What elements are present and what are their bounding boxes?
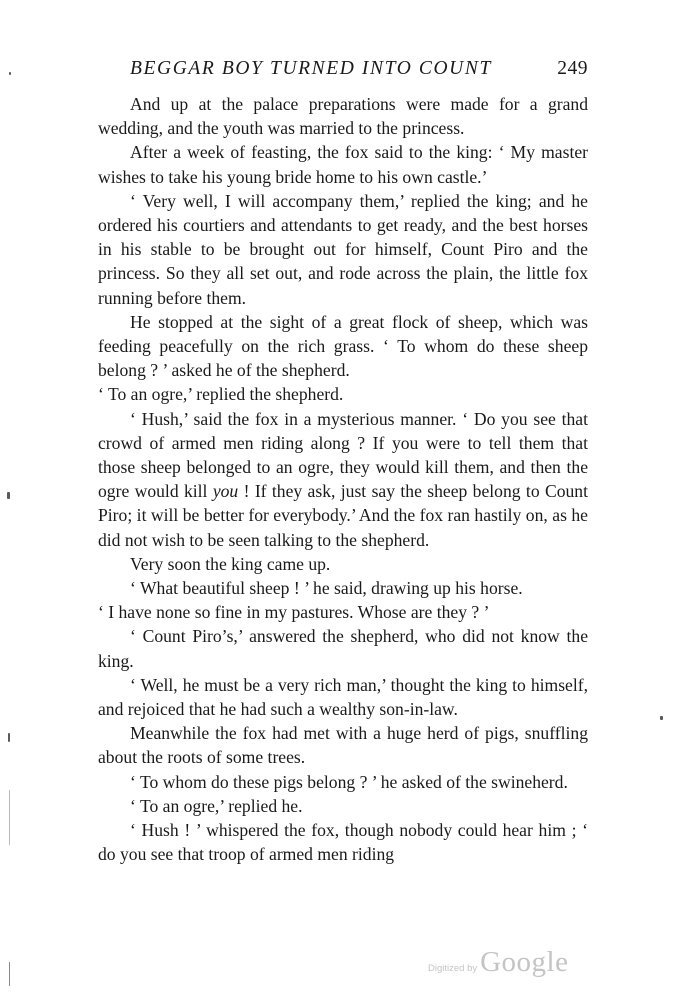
paragraph: After a week of feasting, the fox said to the king: ‘ My master wishes to take his young bride home to his own castle.’ (98, 142, 588, 187)
paragraph: He stopped at the sight of a great flock of sheep, which was feeding peacefully on the rich grass. ‘ To whom do these sheep belong ? ’ asked he of the shepherd. (98, 311, 588, 381)
paragraph: ‘ Count Piro’s,’ answered the shepherd, who did not know the king. (98, 626, 588, 671)
digitized-watermark (428, 946, 568, 979)
watermark-logo: Google (480, 946, 569, 978)
margin-speck (660, 716, 663, 720)
paragraph: ‘ Well, he must be a very rich man,’ thought the king to himself, and rejoiced that he had such a wealthy son-in-law. (98, 674, 588, 720)
page-number: 249 (557, 58, 588, 79)
paragraph: Meanwhile the fox had met with a huge herd of pigs, snuffling about the roots of some trees. (98, 723, 588, 768)
margin-speck (8, 733, 10, 742)
margin-speck (9, 962, 10, 986)
paragraph: ‘ To whom do these pigs belong ? ’ he asked of the swineherd. (130, 771, 568, 792)
watermark-prefix: Digitized by (428, 963, 478, 974)
margin-speck (9, 72, 11, 75)
paragraph: ‘ Hush,’ said the fox in a mysterious manner. ‘ Do you see that crowd of armed men riding along ? If you were to tell them that those sheep belonged to an ogre, they would kill them, and then the ogre would kill you ! If they ask, just say the sheep belong to Count Piro; it will be better for everybody.’ And the fox ran hastily on, as he did not wish to be seen talking to the shepherd. (98, 408, 588, 550)
paragraph: ‘ To an ogre,’ replied the shepherd. (98, 384, 344, 405)
paragraph: Very soon the king came up. (130, 553, 331, 574)
margin-speck (7, 492, 10, 499)
paragraph: ‘ Hush ! ’ whispered the fox, though nobody could hear him ; ‘ do you see that troop of armed men riding (98, 820, 588, 865)
running-head (130, 58, 588, 80)
running-head-title: BEGGAR BOY TURNED INTO COUNT (130, 58, 492, 79)
paragraph: ‘ What beautiful sheep ! ’ he said, drawing up his horse. (130, 578, 523, 599)
margin-speck (9, 790, 10, 845)
paragraph: ‘ To an ogre,’ replied he. (130, 795, 303, 816)
body-text (98, 92, 588, 867)
paragraph: And up at the palace preparations were made for a grand wedding, and the youth was married to the princess. (98, 94, 588, 139)
paragraph: ‘ Very well, I will accompany them,’ replied the king; and he ordered his courtiers and attendants to get ready, and the best horses in his stable to be brought out for himself, Count Piro and the princess. So they all set out, and rode across the plain, the little fox running before them. (98, 190, 588, 308)
emphasis: you (212, 481, 239, 502)
paragraph: ‘ I have none so fine in my pastures. Whose are they ? ’ (98, 602, 490, 623)
